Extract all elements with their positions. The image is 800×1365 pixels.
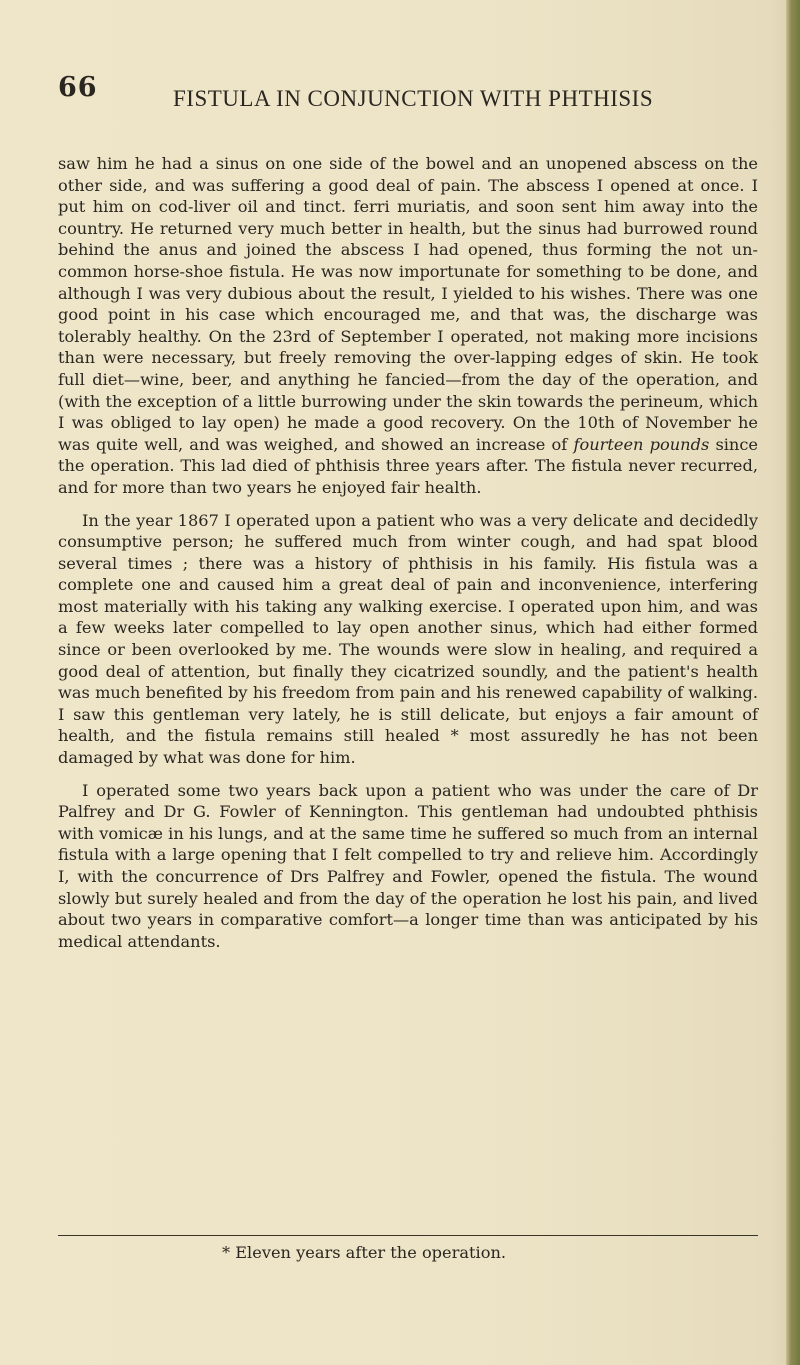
paragraph-2: In the year 1867 I operated upon a patient who was a very delicate and decidedly consumptive person; he suffered much from winter cough, and had spat blood several times ; there was a history of phthisis in his family. His fistula was a complete one and caused him a great deal of pain and inconvenience, interfering most materially with his taking any walking exercise. I operated upon him, and was a few weeks later compelled to lay open another sinus, which had either formed since or been overlooked by me. The wounds were slow in healing, and required a good deal of attention, but finally they cicatrized soundly, and the patient's health was much benefited by his freedom from pain and his renewed capability of walking. I saw this gentleman very lately, he is still delicate, but enjoys a fair amount of health, and the fistula remains still healed * most assuredly he has not been damaged by what was done for him.: [58, 510, 758, 768]
page-number: 66: [58, 72, 98, 103]
paragraph-1-text-start: saw him he had a sinus on one side of the bowel and an unopened abscess on the other side, and was suffering a good deal of pain. The abscess I opened at once. I put him on cod-liver oil and tinct. ferri muriatis, and soon sent him away into the country. He returned very much better in health, but the sinus had burrowed round behind the anus and joined the abscess I had opened, thus forming the not uncommon horse-shoe fistula. He was now importunate for something to be done, and although I was very dubious about the result, I yielded to his wishes. There was one good point in his case which encouraged me, and that was, the discharge was tolerably healthy. On the 23rd of September I operated, not making more incisions than were necessary, but freely removing the over-lapping edges of skin. He took full diet—wine, beer, and anything he fancied—from the day of the operation, and (with the exception of a little burrowing under the skin towards the perineum, which I was obliged to lay open) he made a good recovery. On the 10th of November he was quite well, and was weighed, and showed an increase of: [58, 154, 758, 454]
paragraph-1-text-end: since the operation. This lad died of phthisis three years after. The fistula never recurred, and for more than two years he enjoyed fair health.: [58, 434, 759, 497]
paragraph-3: I operated some two years back upon a patient who was under the care of Dr Palfrey and Dr G. Fowler of Kennington. This gentleman had undoubted phthisis with vomicæ in his lungs, and at the same time he suffered so much from an internal fistula with a large opening that I felt compelled to try and relieve him. Accordingly I, with the concurrence of Drs Palfrey and Fowler, opened the fistula. The wound slowly but surely healed and from the day of the operation he lost his pain, and lived about two years in comparative comfort—a longer time than was anticipated by his medical attendants.: [58, 780, 758, 951]
paragraph-1: [58, 153, 758, 499]
footnote: * Eleven years after the operation.: [222, 1243, 507, 1262]
page-edge-binding: [786, 0, 800, 1365]
page-header: [58, 72, 758, 112]
footnote-rule: [58, 1235, 758, 1236]
paragraph-1-italic-phrase: fourteen pounds: [573, 434, 710, 454]
body-text: [58, 153, 758, 963]
running-head: FISTULA IN CONJUNCTION WITH PHTHISIS: [173, 86, 654, 111]
